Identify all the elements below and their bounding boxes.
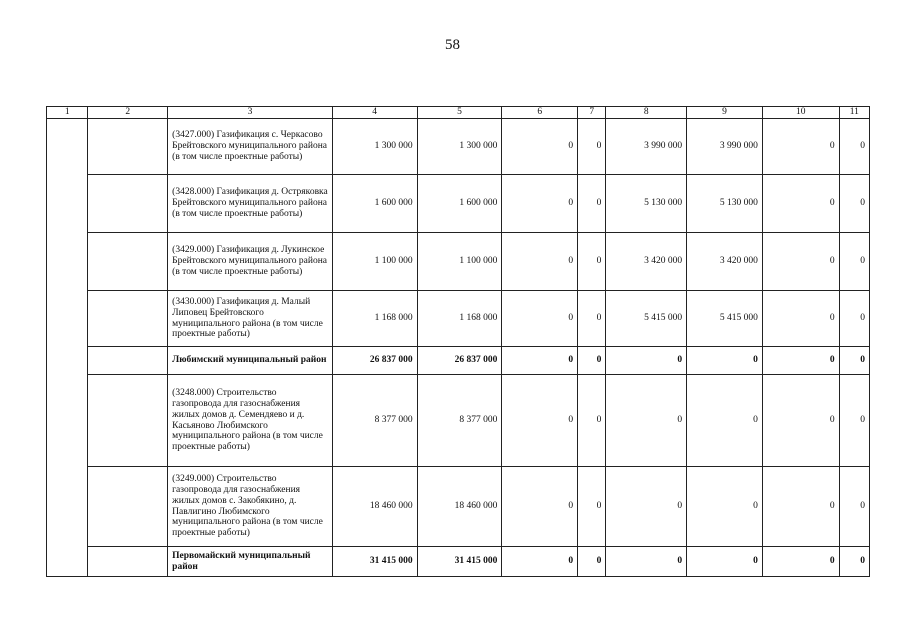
table-row: [47, 547, 870, 577]
column-header-11: 11: [839, 107, 869, 119]
cell-value-col-10: 0: [762, 467, 839, 547]
cell-value-col-9: 0: [687, 375, 763, 467]
cell-value-col-10: 0: [762, 547, 839, 577]
cell-value-col-8: 0: [606, 347, 687, 375]
cell-value-col-9: 5 415 000: [687, 291, 763, 347]
cell-value-col-9: 0: [687, 547, 763, 577]
cell-value-col-11: 0: [839, 233, 869, 291]
column-header-6: 6: [502, 107, 578, 119]
cell-col-1: [47, 119, 88, 577]
cell-value-col-11: 0: [839, 175, 869, 233]
cell-value-col-9: 3 990 000: [687, 119, 763, 175]
column-header-7: 7: [578, 107, 606, 119]
cell-value-col-5: 1 300 000: [417, 119, 502, 175]
cell-value-col-9: 0: [687, 467, 763, 547]
table-row: [47, 291, 870, 347]
cell-value-col-8: 0: [606, 547, 687, 577]
page-number: 58: [445, 37, 460, 53]
cell-name: (3249.000) Строительство газопровода для газоснабжения жилых домов с. Закобякино, д. Павлигино Любимского муниципального района (в том числе проектные работы): [168, 467, 333, 547]
cell-value-col-7: 0: [578, 233, 606, 291]
cell-value-col-4: 31 415 000: [332, 547, 417, 577]
cell-value-col-11: 0: [839, 375, 869, 467]
cell-value-col-10: 0: [762, 233, 839, 291]
cell-value-col-9: 3 420 000: [687, 233, 763, 291]
cell-value-col-6: 0: [502, 547, 578, 577]
cell-value-col-5: 1 168 000: [417, 291, 502, 347]
cell-value-col-4: 1 300 000: [332, 119, 417, 175]
cell-value-col-6: 0: [502, 375, 578, 467]
cell-col-2: [88, 233, 168, 291]
cell-name: (3429.000) Газификация д. Лукинское Брейтовского муниципального района (в том числе проектные работы): [168, 233, 333, 291]
table-row: [47, 119, 870, 175]
cell-value-col-10: 0: [762, 291, 839, 347]
cell-value-col-5: 31 415 000: [417, 547, 502, 577]
cell-value-col-7: 0: [578, 119, 606, 175]
column-header-4: 4: [332, 107, 417, 119]
cell-value-col-11: 0: [839, 291, 869, 347]
column-header-8: 8: [606, 107, 687, 119]
cell-value-col-7: 0: [578, 291, 606, 347]
cell-value-col-5: 26 837 000: [417, 347, 502, 375]
cell-name: (3428.000) Газификация д. Остряковка Брейтовского муниципального района (в том числе проектные работы): [168, 175, 333, 233]
cell-value-col-6: 0: [502, 347, 578, 375]
cell-value-col-9: 0: [687, 347, 763, 375]
column-header-9: 9: [687, 107, 763, 119]
cell-value-col-8: 5 415 000: [606, 291, 687, 347]
cell-value-col-4: 26 837 000: [332, 347, 417, 375]
cell-value-col-5: 1 100 000: [417, 233, 502, 291]
cell-value-col-7: 0: [578, 467, 606, 547]
cell-value-col-6: 0: [502, 233, 578, 291]
cell-col-2: [88, 291, 168, 347]
cell-value-col-7: 0: [578, 375, 606, 467]
table-row: [47, 233, 870, 291]
column-header-2: 2: [88, 107, 168, 119]
cell-value-col-11: 0: [839, 467, 869, 547]
cell-value-col-7: 0: [578, 347, 606, 375]
cell-value-col-8: 0: [606, 375, 687, 467]
cell-value-col-4: 8 377 000: [332, 375, 417, 467]
cell-value-col-6: 0: [502, 467, 578, 547]
cell-value-col-6: 0: [502, 291, 578, 347]
cell-value-col-7: 0: [578, 175, 606, 233]
column-header-5: 5: [417, 107, 502, 119]
cell-col-2: [88, 347, 168, 375]
cell-col-2: [88, 467, 168, 547]
cell-value-col-11: 0: [839, 347, 869, 375]
cell-col-2: [88, 119, 168, 175]
table-row: [47, 467, 870, 547]
cell-value-col-4: 1 168 000: [332, 291, 417, 347]
cell-name: Любимский муниципальный район: [168, 347, 333, 375]
cell-value-col-5: 1 600 000: [417, 175, 502, 233]
cell-value-col-11: 0: [839, 547, 869, 577]
table-row: [47, 347, 870, 375]
cell-name: Первомайский муниципальный район: [168, 547, 333, 577]
budget-table: [46, 106, 870, 577]
cell-name: (3248.000) Строительство газопровода для газоснабжения жилых домов д. Семендяево и д. Касьяново Любимского муниципального района (в том числе проектные работы): [168, 375, 333, 467]
cell-name: (3430.000) Газификация д. Малый Липовец Брейтовского муниципального района (в том числе проектные работы): [168, 291, 333, 347]
table-row: [47, 175, 870, 233]
cell-value-col-9: 5 130 000: [687, 175, 763, 233]
cell-value-col-10: 0: [762, 119, 839, 175]
cell-value-col-8: 0: [606, 467, 687, 547]
column-header-1: 1: [47, 107, 88, 119]
cell-value-col-8: 3 990 000: [606, 119, 687, 175]
cell-value-col-5: 18 460 000: [417, 467, 502, 547]
cell-value-col-4: 1 100 000: [332, 233, 417, 291]
table-row: [47, 375, 870, 467]
cell-value-col-8: 5 130 000: [606, 175, 687, 233]
cell-value-col-10: 0: [762, 375, 839, 467]
column-number-row: [47, 107, 870, 119]
cell-value-col-10: 0: [762, 175, 839, 233]
cell-col-2: [88, 175, 168, 233]
cell-value-col-11: 0: [839, 119, 869, 175]
cell-col-2: [88, 547, 168, 577]
table-body: [47, 119, 870, 577]
cell-value-col-6: 0: [502, 119, 578, 175]
cell-value-col-5: 8 377 000: [417, 375, 502, 467]
column-header-10: 10: [762, 107, 839, 119]
cell-name: (3427.000) Газификация с. Черкасово Брейтовского муниципального района (в том числе проектные работы): [168, 119, 333, 175]
cell-value-col-4: 18 460 000: [332, 467, 417, 547]
cell-value-col-6: 0: [502, 175, 578, 233]
cell-value-col-7: 0: [578, 547, 606, 577]
cell-value-col-10: 0: [762, 347, 839, 375]
column-header-3: 3: [168, 107, 333, 119]
cell-value-col-8: 3 420 000: [606, 233, 687, 291]
cell-value-col-4: 1 600 000: [332, 175, 417, 233]
cell-col-2: [88, 375, 168, 467]
